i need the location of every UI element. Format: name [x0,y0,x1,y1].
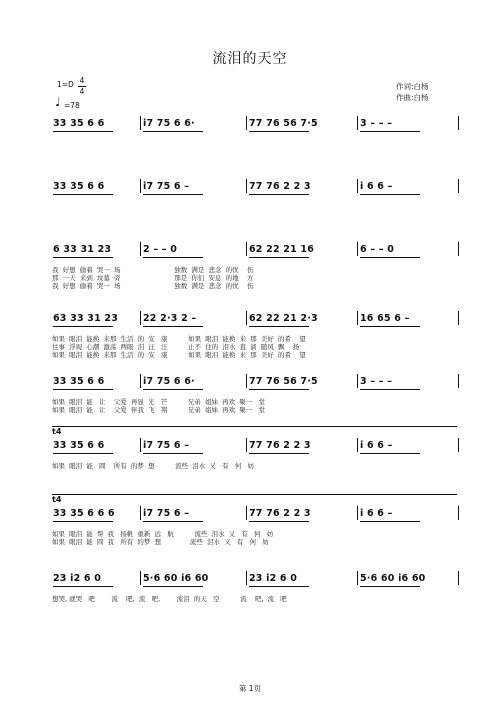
volta-bracket [52,426,457,435]
bar-line [458,506,459,520]
volta-bracket [52,494,457,503]
beam-underline [143,453,203,454]
score-system [0,313,500,373]
beam-underline [360,521,420,522]
lyric-line: 那 一天 来到 坟墓 旁 那是 你们 安息 的地 方 [52,274,254,282]
bar-line [357,506,358,520]
bar-line [140,571,141,585]
beam-underline [143,131,203,132]
beam-underline [360,194,420,195]
score-system [0,573,500,633]
bar-line [246,311,247,325]
bar-line [140,311,141,325]
measure: i7 75 6 – [143,508,190,519]
beam-underline [360,257,420,258]
page-footer: 第 1页 [238,684,262,693]
lyric-line: 如果 眼泪 能换 来那 生活 的 安 康 如果 眼泪 能换 来 那 美好 的希 望 [52,351,306,359]
beam-underline [53,194,113,195]
beam-underline [249,326,309,327]
bar-line [357,311,358,325]
beam-underline [249,194,309,195]
bar-line [140,116,141,130]
measure: 6 33 31 23 [53,244,112,255]
score-system [0,495,500,568]
lyric-line: 想哭, 就哭 吧 流 吧, 流 吧, 流泪 的天 空 流 吧, 流 吧 [52,595,287,603]
song-title: 流泪的天空 [212,51,288,67]
beam-underline [249,453,309,454]
beam-underline [249,131,309,132]
beam-underline [360,389,420,390]
beam-underline [53,453,113,454]
bar-line [458,438,459,452]
measure: 33 35 6 6 [53,181,105,192]
beam-underline [53,257,113,258]
key-signature: 1=D [57,80,74,89]
measure: 22 2·3 2 – [143,313,197,324]
beam-underline [143,326,203,327]
measure: 23 i2 6 0 [53,573,102,584]
score-system [0,181,500,241]
measure: 77 76 2 2 3 [249,181,311,192]
quarter-note-icon: ♩ [55,95,61,109]
measure: 5·6 60 i6 60 [360,573,426,584]
beam-underline [53,326,113,327]
beam-underline [143,194,203,195]
lyricist-credit: 作词:白杨 [396,82,429,91]
bar-line [458,242,459,256]
bar-line [458,374,459,388]
bar-line [357,179,358,193]
beam-underline [143,389,203,390]
measure: 77 76 2 2 3 [249,440,311,451]
beam-underline [360,586,420,587]
bar-line [458,179,459,193]
measure: 77 76 56 7·5 [249,118,318,129]
bar-line [246,438,247,452]
measure: 62 22 21 2·3 [249,313,318,324]
beam-underline [360,453,420,454]
bar-line [357,438,358,452]
measure: i 6 6 – [360,181,393,192]
beam-underline [143,257,203,258]
bar-line [357,242,358,256]
composer-credit: 作曲:白杨 [396,93,429,102]
measure: 3 – – – [360,118,393,129]
measure: 2 – – 0 [143,244,178,255]
bar-line [140,374,141,388]
measure: 6 – – 0 [360,244,395,255]
bar-line [357,374,358,388]
beam-underline [360,326,420,327]
measure: 62 22 21 16 [249,244,315,255]
score-system [0,118,500,178]
measure: 33 35 6 6 6 [53,508,115,519]
measure: 3 – – – [360,376,393,387]
bar-line [246,571,247,585]
beam-underline [249,521,309,522]
measure: 33 35 6 6 [53,118,105,129]
bar-line [246,116,247,130]
measure: i7 75 6 6· [143,118,195,129]
measure: 23 i2 6 0 [249,573,298,584]
measure: 77 76 2 2 3 [249,508,311,519]
beam-underline [249,257,309,258]
time-sig-top: 4 [79,76,85,85]
measure: i 6 6 – [360,508,393,519]
measure: 33 35 6 6 [53,440,105,451]
lyric-line: 如果 眼泪 能 让 父爱 伴我 飞 翔 兄弟 姐妹 再欢 聚一 堂 [52,406,265,414]
bar-line [140,438,141,452]
measure: 16 65 6 – [360,313,410,324]
tempo-marking: =78 [64,101,80,110]
bar-line [140,179,141,193]
beam-underline [53,389,113,390]
measure: 33 35 6 6 [53,376,105,387]
beam-underline [249,389,309,390]
beam-underline [360,131,420,132]
beam-underline [53,131,113,132]
bar-line [458,116,459,130]
measure: 5·6 60 i6 60 [143,573,209,584]
lyric-line: 如果 眼泪 能 帮 我 扬帆 重新 远 航 流些 泪水 又 有 何 妨 [52,530,274,538]
beam-underline [143,521,203,522]
bar-line [246,374,247,388]
score-system [0,427,500,500]
time-signature [78,76,86,97]
measure: 77 76 56 7·5 [249,376,318,387]
measure: i7 75 6 6· [143,376,195,387]
time-sig-bottom: 4 [79,87,85,96]
bar-line [140,242,141,256]
section-marker: t4 [52,427,62,436]
beam-underline [249,586,309,587]
bar-line [246,242,247,256]
lyric-line: 如果 眼泪 能 圆 所有 的梦 想 流些 泪水 又 有 何 妨 [52,462,255,470]
beam-underline [53,586,113,587]
beam-underline [53,521,113,522]
measure: i7 75 6 – [143,440,190,451]
measure: i7 75 6 – [143,181,190,192]
lyric-line: 我 好想 偷着 哭一 场 独数 满是 悲念 的忧 伤 [52,266,254,274]
bar-line [246,506,247,520]
measure: 63 33 31 23 [53,313,119,324]
bar-line [458,311,459,325]
lyric-line: 往事 浮现 心潮 激荡 两眼 泪 汪 汪 止不 住的 泪水 直 淌 随风 飘 扬 [52,343,300,351]
bar-line [458,571,459,585]
score-system [0,244,500,304]
bar-line [357,571,358,585]
lyric-line: 如果 眼泪 能 圆 我 所有 的梦 想 流些 泪水 又 有 何 妨 [52,538,269,546]
lyric-line: 我 好想 偷着 哭一 场 独数 满是 悲念 的忧 伤 [52,282,254,290]
lyric-line: 如果 眼泪 能 让 父爱 再显 光 芒 兄弟 姐妹 再欢 聚一 堂 [52,398,265,406]
bar-line [357,116,358,130]
bar-line [140,506,141,520]
bar-line [246,179,247,193]
measure: i 6 6 – [360,440,393,451]
beam-underline [143,586,203,587]
lyric-line: 如果 眼泪 能换 来那 生活 的 安 康 如果 眼泪 能换 来 那 美好 的希 望 [52,335,306,343]
section-marker: t4 [52,495,62,504]
